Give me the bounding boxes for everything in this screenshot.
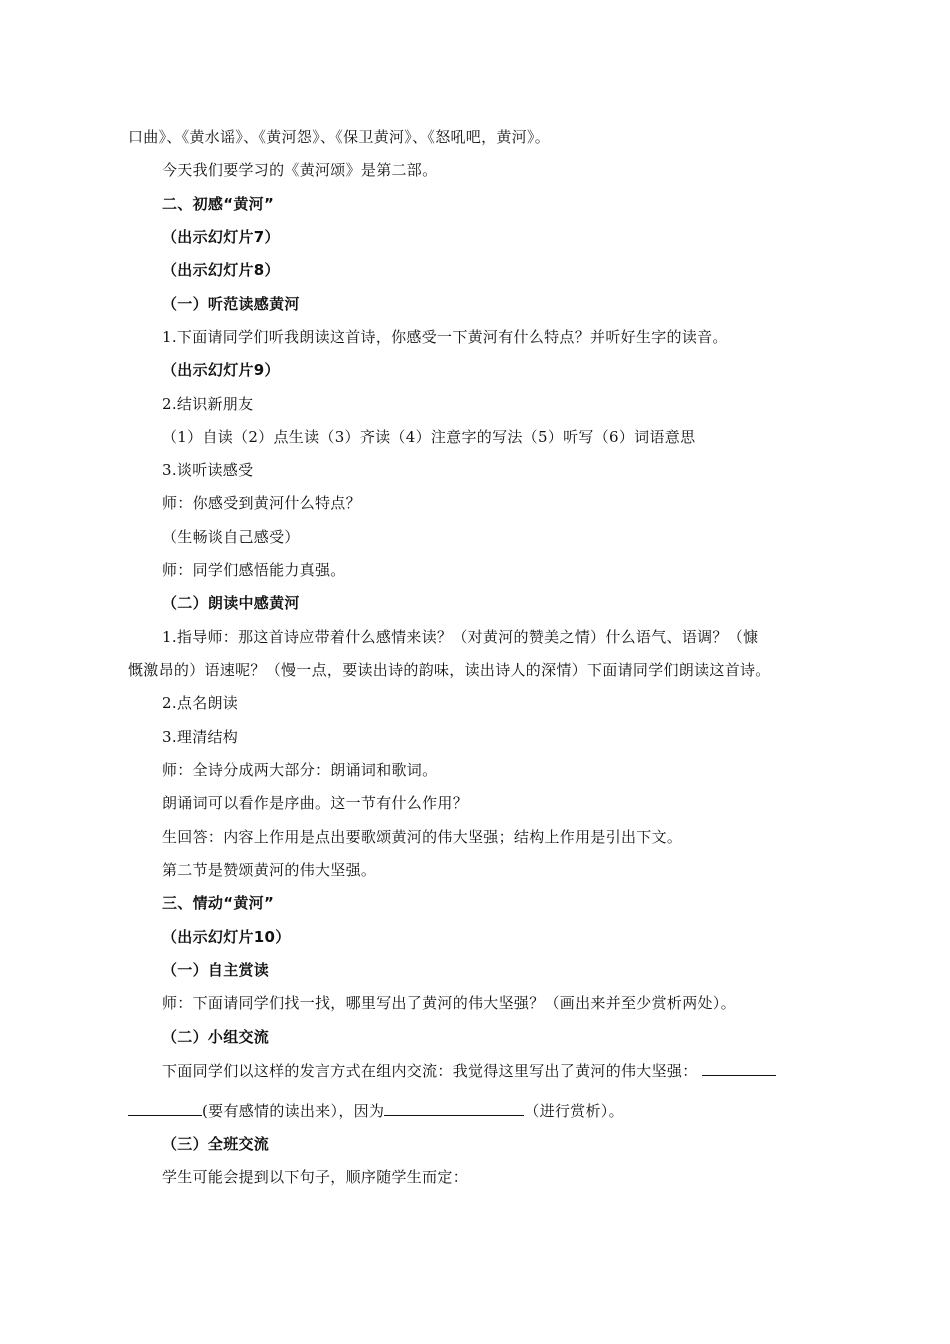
paragraph-guide-2: 慨激昂的）语速呢？（慢一点，要读出诗的韵味，读出诗人的深情）下面请同学们朗读这首诗。 [128, 661, 771, 679]
subheading-self-reading: （一）自主赏读 [162, 961, 270, 979]
heading-section-3: 三、情动“黄河” [162, 894, 275, 912]
analysis-text: （进行赏析）。 [524, 1102, 624, 1120]
paragraph-prelude: 朗诵词可以看作是序曲。这一节有什么作用？ [162, 794, 469, 812]
paragraph-feelings: 3.谈听读感受 [162, 461, 254, 479]
paragraph-teacher-praise: 师：同学们感悟能力真强。 [162, 561, 346, 579]
subheading-class: （三）全班交流 [162, 1135, 270, 1153]
fill-blank-2 [128, 1099, 202, 1116]
paragraph-group-format-cont [128, 1099, 832, 1121]
paragraph-today: 今天我们要学习的《黄河颂》是第二部。 [162, 161, 438, 179]
paragraph-new-friends: 2.结识新朋友 [162, 395, 254, 413]
subheading-group: （二）小组交流 [162, 1028, 270, 1046]
paragraph-listen-1: 1.下面请同学们听我朗读这首诗，你感受一下黄河有什么特点？并听好生字的读音。 [162, 328, 728, 346]
paragraph-second-section: 第二节是赞颂黄河的伟大坚强。 [162, 861, 377, 879]
heading-section-2: 二、初感“黄河” [162, 195, 275, 213]
paragraph-possible-sentences: 学生可能会提到以下句子，顺序随学生而定： [162, 1168, 469, 1186]
paragraph-teacher-question: 师：你感受到黄河什么特点？ [162, 494, 361, 512]
paragraph-roll-call: 2.点名朗读 [162, 694, 239, 712]
paragraph-student-talk: （生畅谈自己感受） [162, 528, 300, 546]
fill-blank-3 [384, 1099, 524, 1116]
paragraph-guide-1: 1.指导师：那这首诗应带着什么感情来读？（对黄河的赞美之情）什么语气、语调？（慷 [162, 628, 759, 646]
paragraph-structure: 3.理清结构 [162, 728, 239, 746]
slide-note-9: （出示幻灯片9） [162, 361, 280, 379]
slide-note-10: （出示幻灯片10） [162, 928, 291, 946]
group-format-text: 下面同学们以这样的发言方式在组内交流：我觉得这里写出了黄河的伟大坚强： [162, 1062, 698, 1080]
paragraph-group-format [162, 1059, 832, 1081]
slide-note-8: （出示幻灯片8） [162, 261, 280, 279]
paragraph-answer: 生回答：内容上作用是点出要歌颂黄河的伟大坚强；结构上作用是引出下文。 [162, 828, 683, 846]
paragraph-find: 师：下面请同学们找一找，哪里写出了黄河的伟大坚强？（画出来并至少赏析两处）。 [162, 994, 736, 1012]
paragraph-song-list: 口曲》、《黄水谣》、《黄河怨》、《保卫黄河》、《怒吼吧，黄河》。 [128, 128, 551, 146]
fill-blank-1 [702, 1059, 776, 1076]
slide-note-7: （出示幻灯片7） [162, 228, 280, 246]
paragraph-two-parts: 师：全诗分成两大部分：朗诵词和歌词。 [162, 761, 438, 779]
subheading-listen: （一）听范读感黄河 [162, 295, 300, 313]
read-with-feeling-text: (要有感情的读出来），因为 [202, 1102, 385, 1120]
subheading-read-aloud: （二）朗读中感黄河 [162, 594, 300, 612]
paragraph-reading-steps: （1）自读（2）点生读（3）齐读（4）注意字的写法（5）听写（6）词语意思 [162, 428, 696, 446]
